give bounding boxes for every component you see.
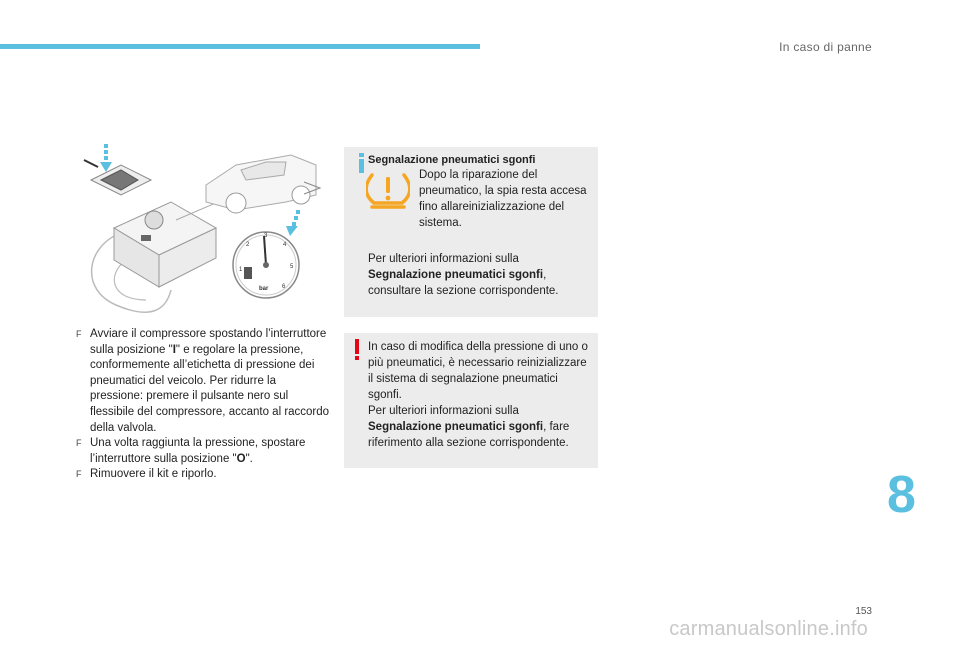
step-switch-off: O: [236, 452, 246, 465]
exclamation-icon: [352, 339, 362, 361]
page-number: 153: [855, 606, 872, 617]
warning-text-part: , fare riferimento alla sezione corrispondente.: [368, 421, 570, 449]
step-text: ".: [245, 452, 253, 465]
gauge-tick-6: 6: [282, 284, 286, 290]
info-text-primary: Dopo la riparazione del pneumatico, la spia resta accesa fino allareinizializzazione del sistema.: [419, 169, 587, 229]
gauge-tick-1: 1: [239, 267, 243, 273]
info-text-part: Per ulteriori informazioni sulla: [368, 253, 519, 265]
info-box: [344, 147, 598, 317]
watermark: carmanualsonline.info: [669, 618, 868, 640]
step-item: [76, 436, 331, 467]
step-item: [76, 467, 331, 483]
section-title: In caso di panne: [779, 40, 872, 54]
step-switch-on: I: [172, 343, 176, 356]
gauge-tick-3: 3: [264, 233, 268, 239]
warning-box: [344, 333, 598, 468]
gauge-tick-4: 4: [283, 242, 287, 248]
step-bullet: F: [76, 469, 82, 480]
header-accent-bar: [0, 44, 480, 49]
step-bullet: F: [76, 329, 82, 339]
info-heading: Segnalazione pneumatici sgonfi: [368, 154, 536, 166]
gauge-tick-5: 5: [290, 264, 294, 270]
instruction-steps: [76, 327, 331, 483]
gauge-unit: bar: [259, 286, 269, 292]
step-text: Rimuovere il kit e riporlo.: [90, 468, 217, 481]
compressor-illustration: [76, 140, 331, 315]
step-text: Una volta raggiunta la pressione, spostare l’interruttore sulla posizione ": [90, 437, 306, 465]
info-text-secondary: [368, 251, 592, 299]
info-text-part: , consultare la sezione corrispondente.: [368, 269, 559, 297]
step-bullet: F: [76, 438, 82, 449]
step-text: Avviare il compressore spostando l’interruttore sulla posizione ": [90, 328, 327, 356]
info-text-bold: Segnalazione pneumatici sgonfi: [368, 269, 544, 281]
warning-text-part: Per ulteriori informazioni sulla: [368, 405, 519, 417]
gauge-tick-2: 2: [246, 242, 250, 248]
warning-text-part: In caso di modifica della pressione di uno o più pneumatici, è necessario reinizializzare il sistema di segnalazione pneumatici sgonfi.: [368, 341, 588, 401]
step-text: " e regolare la pressione, conformemente all’etichetta di pressione dei pneumatici del veicolo. Per ridurre la pressione: premere il pulsante nero sul flessibile del compressore, accanto al raccordo della valvola.: [90, 343, 330, 434]
chapter-number: 8: [887, 466, 916, 524]
warning-text: [368, 339, 594, 451]
step-item: [76, 327, 331, 436]
warning-text-bold: Segnalazione pneumatici sgonfi: [368, 421, 544, 433]
tyre-pressure-warning-icon: [366, 169, 410, 209]
